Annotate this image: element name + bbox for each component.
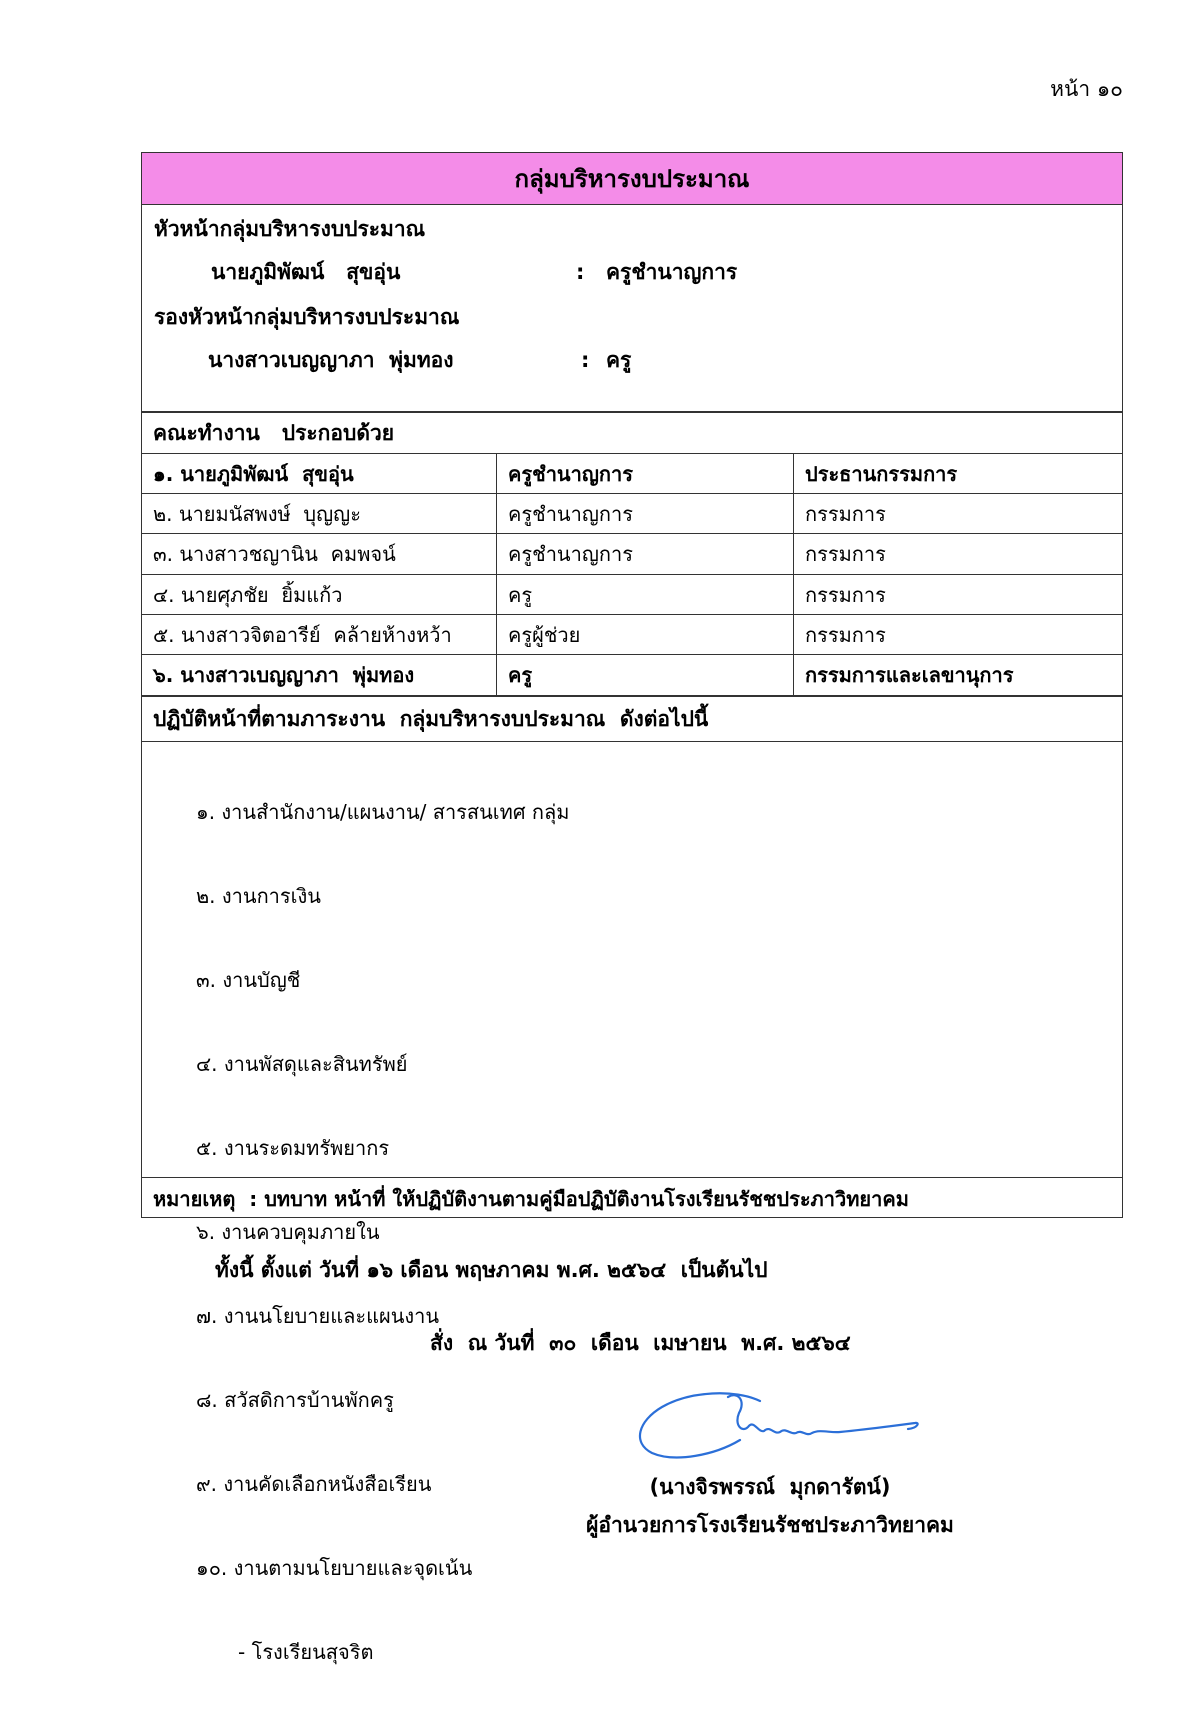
member-row	[142, 574, 1122, 614]
duty-item: ๙. งานคัดเลือกหนังสือเรียน	[196, 1472, 432, 1496]
member-name: ๒. นายมนัสพงษ์ บุญญะ	[153, 501, 361, 526]
signer-title: ผู้อำนวยการโรงเรียนรัชชประภาวิทยาคม	[586, 1513, 954, 1537]
duties-title: ปฏิบัติหน้าที่ตามภาระงาน กลุ่มบริหารงบประมาณ ดังต่อไปนี้	[142, 695, 1122, 741]
member-name: ๓. นางสาวชญานิน คมพจน์	[153, 542, 396, 566]
member-role: กรรมการและเลขานุการ	[793, 655, 1122, 695]
member-row	[142, 614, 1122, 654]
deputy-position: ครู	[606, 348, 632, 372]
member-name: ๕. นางสาวจิตอารีย์ คล้ายห้างหว้า	[153, 622, 452, 647]
order-date-line: สั่ง ณ วันที่ ๓๐ เดือน เมษายน พ.ศ. ๒๕๖๔	[430, 1331, 851, 1355]
head-label: หัวหน้ากลุ่มบริหารงบประมาณ	[154, 217, 426, 241]
duty-item: ๑๐. งานตามนโยบายและจุดเน้น	[196, 1556, 473, 1580]
member-row	[142, 654, 1122, 695]
member-position: ครู	[496, 655, 793, 695]
head-separator: :	[576, 260, 585, 284]
duty-subitem: - โรงเรียนสุจริต	[238, 1640, 374, 1664]
signer-name: (นางจิรพรรณ์ มุกดารัตน์)	[649, 1475, 891, 1499]
team-title: คณะทำงาน ประกอบด้วย	[142, 411, 1122, 453]
effective-date-line: ทั้งนี้ ตั้งแต่ วันที่ ๑๖ เดือน พฤษภาคม พ.ศ. ๒๕๖๔ เป็นต้นไป	[215, 1258, 768, 1282]
member-position: ครูผู้ช่วย	[496, 615, 793, 654]
deputy-separator: :	[581, 348, 590, 372]
member-role: กรรมการ	[793, 615, 1122, 654]
duty-item: ๑. งานสำนักงาน/แผนงาน/ สารสนเทศ กลุ่ม	[196, 800, 570, 824]
deputy-label: รองหัวหน้ากลุ่มบริหารงบประมาณ	[154, 305, 460, 329]
duty-item: ๖. งานควบคุมภายใน	[196, 1220, 380, 1244]
duty-item: ๕. งานระดมทรัพยากร	[196, 1136, 390, 1160]
group-heads-block	[142, 204, 1122, 411]
duty-item: ๔. งานพัสดุและสินทรัพย์	[196, 1052, 408, 1076]
deputy-name: นางสาวเบญญาภา พุ่มทอง	[208, 348, 454, 372]
member-position: ครูชำนาญการ	[496, 534, 793, 574]
member-row	[142, 453, 1122, 493]
member-name: ๑. นายภูมิพัฒน์ สุขอุ่น	[153, 461, 354, 486]
table-note: หมายเหตุ : บทบาท หน้าที่ ให้ปฏิบัติงานตามคู่มือปฏิบัติงานโรงเรียนรัชชประภาวิทยาคม	[142, 1177, 1122, 1219]
member-position: ครูชำนาญการ	[496, 454, 793, 493]
duty-item: ๘. สวัสดิการบ้านพักครู	[196, 1388, 394, 1412]
head-name: นายภูมิพัฒน์ สุขอุ่น	[211, 260, 401, 284]
member-role: กรรมการ	[793, 494, 1122, 533]
member-position: ครู	[496, 575, 793, 614]
member-role: กรรมการ	[793, 575, 1122, 614]
member-role: ประธานกรรมการ	[793, 454, 1122, 493]
member-row	[142, 493, 1122, 533]
duty-item: ๒. งานการเงิน	[196, 884, 321, 908]
head-position: ครูชำนาญการ	[606, 260, 738, 284]
duty-item: ๓. งานบัญชี	[196, 968, 301, 992]
member-name: ๖. นางสาวเบญญาภา พุ่มทอง	[153, 663, 415, 687]
page-number: หน้า ๑๐	[1050, 77, 1123, 101]
member-row	[142, 533, 1122, 574]
signature-stroke	[728, 1395, 918, 1434]
member-name: ๔. นายศุภชัย ยิ้มแก้ว	[153, 582, 343, 607]
signature-image	[630, 1385, 920, 1465]
table-header: กลุ่มบริหารงบประมาณ	[142, 153, 1122, 204]
member-role: กรรมการ	[793, 534, 1122, 574]
duty-item: ๗. งานนโยบายและแผนงาน	[196, 1304, 440, 1328]
member-position: ครูชำนาญการ	[496, 494, 793, 533]
